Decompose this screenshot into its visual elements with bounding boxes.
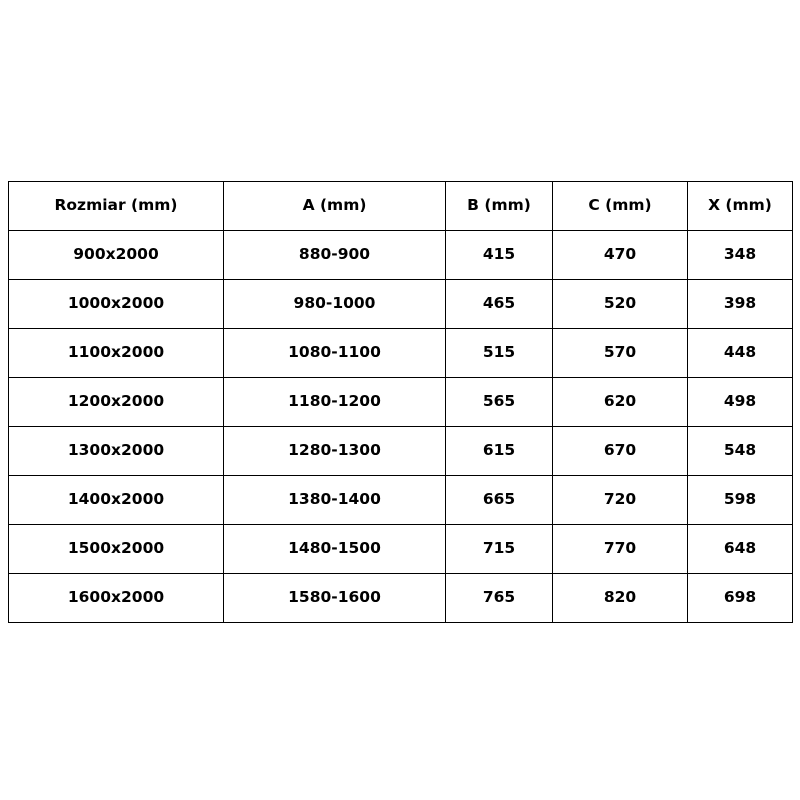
column-header-b: B (mm) <box>446 182 553 231</box>
cell-c: 720 <box>553 476 688 525</box>
column-header-rozmiar: Rozmiar (mm) <box>9 182 224 231</box>
cell-b: 465 <box>446 280 553 329</box>
cell-x: 398 <box>688 280 793 329</box>
cell-rozmiar: 1400x2000 <box>9 476 224 525</box>
cell-rozmiar: 900x2000 <box>9 231 224 280</box>
cell-rozmiar: 1500x2000 <box>9 525 224 574</box>
cell-b: 665 <box>446 476 553 525</box>
cell-rozmiar: 1000x2000 <box>9 280 224 329</box>
column-header-a: A (mm) <box>224 182 446 231</box>
size-table <box>8 181 793 623</box>
cell-a: 1280-1300 <box>224 427 446 476</box>
cell-rozmiar: 1200x2000 <box>9 378 224 427</box>
cell-a: 1080-1100 <box>224 329 446 378</box>
table-row <box>9 574 793 623</box>
cell-x: 498 <box>688 378 793 427</box>
table-row <box>9 525 793 574</box>
cell-a: 880-900 <box>224 231 446 280</box>
cell-x: 548 <box>688 427 793 476</box>
cell-b: 765 <box>446 574 553 623</box>
table-row <box>9 378 793 427</box>
column-header-c: C (mm) <box>553 182 688 231</box>
table-row <box>9 280 793 329</box>
column-header-x: X (mm) <box>688 182 793 231</box>
cell-b: 715 <box>446 525 553 574</box>
size-table-container <box>8 181 792 623</box>
cell-rozmiar: 1600x2000 <box>9 574 224 623</box>
table-row <box>9 231 793 280</box>
cell-x: 348 <box>688 231 793 280</box>
cell-b: 515 <box>446 329 553 378</box>
cell-c: 820 <box>553 574 688 623</box>
table-row <box>9 476 793 525</box>
cell-a: 980-1000 <box>224 280 446 329</box>
cell-rozmiar: 1300x2000 <box>9 427 224 476</box>
cell-b: 615 <box>446 427 553 476</box>
cell-c: 670 <box>553 427 688 476</box>
cell-c: 570 <box>553 329 688 378</box>
table-row <box>9 427 793 476</box>
cell-x: 698 <box>688 574 793 623</box>
cell-x: 648 <box>688 525 793 574</box>
cell-c: 620 <box>553 378 688 427</box>
table-row <box>9 329 793 378</box>
cell-b: 565 <box>446 378 553 427</box>
cell-c: 470 <box>553 231 688 280</box>
cell-a: 1480-1500 <box>224 525 446 574</box>
cell-a: 1180-1200 <box>224 378 446 427</box>
cell-a: 1580-1600 <box>224 574 446 623</box>
cell-x: 598 <box>688 476 793 525</box>
cell-c: 520 <box>553 280 688 329</box>
cell-x: 448 <box>688 329 793 378</box>
cell-rozmiar: 1100x2000 <box>9 329 224 378</box>
cell-c: 770 <box>553 525 688 574</box>
cell-a: 1380-1400 <box>224 476 446 525</box>
cell-b: 415 <box>446 231 553 280</box>
table-header-row <box>9 182 793 231</box>
